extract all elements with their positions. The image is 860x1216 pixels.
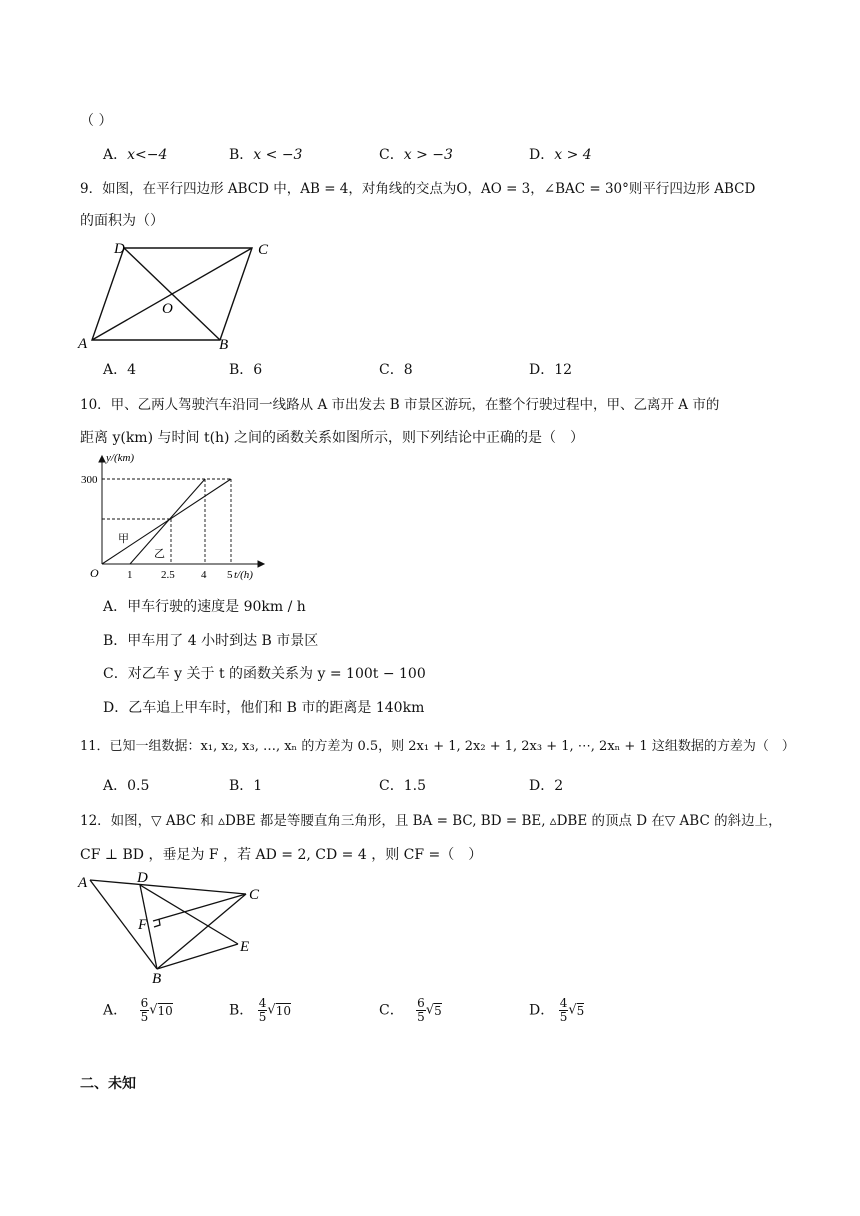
option-text: 12: [554, 362, 573, 378]
series-jia-line: [102, 479, 231, 564]
q11-option-c[interactable]: [379, 777, 426, 795]
option-label: D．: [103, 700, 129, 716]
option-text: 6: [253, 362, 263, 378]
option-text: 1: [253, 778, 263, 794]
option-label: A．: [103, 778, 128, 794]
label-o: O: [162, 301, 173, 317]
label-f: F: [138, 917, 148, 933]
ytick-300: 300: [81, 474, 98, 486]
x-axis-label: t/(h): [234, 569, 253, 581]
radical-sign-icon: √: [568, 1002, 577, 1018]
radicand: 10: [275, 1003, 291, 1018]
q9-stem-line1: 9．如图，在平行四边形 ABCD 中，AB = 4，对角线的交点为O，AO = 3，∠BAC = 30°则平行四边形 ABCD: [80, 181, 756, 197]
q10-option-c[interactable]: [103, 665, 426, 683]
option-label: B．: [229, 147, 254, 163]
section-title: 二、未知: [80, 1076, 136, 1092]
label-a: A: [78, 875, 88, 891]
fraction-den: 5: [559, 1010, 568, 1024]
q9-option-c[interactable]: [379, 361, 413, 379]
option-text: 8: [403, 362, 413, 378]
q9-option-d[interactable]: [529, 361, 572, 379]
label-c: C: [249, 887, 260, 903]
q10-option-a[interactable]: [103, 598, 306, 616]
label-b: B: [152, 971, 162, 986]
radicand: 5: [576, 1003, 585, 1018]
q9-option-b[interactable]: [229, 361, 262, 379]
option-text: x < −3: [253, 147, 303, 163]
q10-stem-line2: 距离 y(km) 与时间 t(h) 之间的函数关系如图所示，则下列结论中正确的是（ ）: [80, 430, 584, 446]
radical-sign-icon: √: [149, 1002, 158, 1018]
label-c: C: [258, 242, 269, 258]
series-jia-label: 甲: [118, 533, 129, 545]
q9-stem-line2: 的面积为（）: [80, 213, 164, 229]
fraction-den: 5: [140, 1010, 149, 1024]
option-label: B．: [229, 362, 254, 378]
label-d: D: [137, 870, 148, 886]
xtick-1: 1: [127, 569, 133, 581]
xtick-2-5: 2.5: [161, 569, 175, 581]
q9-option-a[interactable]: [103, 361, 136, 379]
q10-graph-figure: [76, 450, 276, 586]
option-text: 对乙车 y 关于 t 的函数关系为 y = 100t − 100: [127, 666, 426, 682]
series-yi-line: [130, 479, 205, 564]
diagonal-bd: [124, 248, 220, 340]
q12-triangles-figure: [74, 866, 274, 986]
label-d: D: [114, 241, 125, 257]
option-label: B．: [229, 1002, 254, 1019]
origin-label: O: [90, 566, 99, 580]
q8-option-b[interactable]: [229, 146, 302, 164]
q12-option-c[interactable]: [379, 997, 442, 1024]
option-label: C．: [103, 666, 128, 682]
q11-stem: 11．已知一组数据：x₁, x₂, x₃, …, xₙ 的方差为 0.5，则 2x₁ + 1, 2x₂ + 1, 2x₃ + 1, ⋯, 2xₙ + 1 这组数据的方差为（ ）: [80, 739, 795, 754]
q12-stem-line1: 12．如图，▽ ABC 和 ▵DBE 都是等腰直角三角形，且 BA = BC, BD = BE, ▵DBE 的顶点 D 在▽ ABC 的斜边上，: [80, 813, 782, 829]
segment-de: [140, 885, 238, 944]
series-yi-label: 乙: [154, 548, 165, 560]
option-label: C．: [379, 147, 404, 163]
option-label: D．: [529, 1002, 555, 1019]
fraction: [258, 997, 268, 1024]
q10-option-b[interactable]: [103, 632, 318, 650]
q10-option-d[interactable]: [103, 699, 424, 717]
option-text: 0.5: [127, 778, 150, 794]
option-text: 乙车追上甲车时，他们和 B 市的距离是 140km: [128, 700, 425, 716]
option-text: x<−4: [127, 147, 168, 163]
option-label: C．: [379, 778, 404, 794]
q11-option-d[interactable]: [529, 777, 563, 795]
q8-option-d[interactable]: [529, 146, 592, 164]
label-b: B: [219, 337, 229, 352]
option-label: B．: [229, 778, 254, 794]
q8-option-a[interactable]: [103, 146, 167, 164]
radicand: 10: [157, 1003, 173, 1018]
segment-ac: [90, 880, 246, 894]
y-arrow: [99, 456, 105, 462]
option-text: x > −3: [403, 147, 453, 163]
radical-sign-icon: √: [267, 1002, 276, 1018]
xtick-5: 5: [227, 569, 233, 581]
q8-paren: （ ）: [80, 113, 113, 129]
q10-stem-line1: 10．甲、乙两人驾驶汽车沿同一线路从 A 市出发去 B 市景区游玩，在整个行驶过程中，甲、乙离开 A 市的: [80, 397, 720, 413]
option-text: x > 4: [554, 147, 592, 163]
option-label: D．: [529, 778, 555, 794]
option-text: 甲车行驶的速度是 90km / h: [127, 599, 306, 615]
fraction-num: 4: [559, 996, 568, 1010]
fraction-num: 6: [417, 996, 425, 1010]
q9-parallelogram-figure: [76, 236, 286, 352]
option-label: A．: [103, 147, 128, 163]
option-text: 甲车用了 4 小时到达 B 市景区: [127, 633, 319, 649]
fraction-den: 5: [417, 1010, 425, 1024]
option-label: A．: [103, 1002, 128, 1019]
option-label: B．: [103, 633, 128, 649]
q12-option-b[interactable]: [229, 997, 291, 1024]
q12-stem-line2: CF ⊥ BD ，垂足为 F ，若 AD = 2, CD = 4 ，则 CF =（ ）: [80, 847, 483, 863]
fraction: [140, 997, 150, 1024]
y-axis-label: y/(km): [106, 452, 135, 464]
fraction-num: 6: [140, 996, 149, 1010]
xtick-4: 4: [201, 569, 207, 581]
segment-be: [157, 944, 238, 969]
option-label: C．: [379, 362, 404, 378]
option-label: D．: [529, 147, 555, 163]
q11-option-b[interactable]: [229, 777, 262, 795]
x-arrow: [258, 561, 264, 567]
option-label: A．: [103, 362, 128, 378]
radical-sign-icon: √: [425, 1002, 435, 1018]
option-label: C．: [379, 1002, 404, 1019]
fraction: [559, 997, 569, 1024]
option-label: D．: [529, 362, 555, 378]
radicand: 5: [434, 1003, 442, 1018]
fraction: [416, 997, 426, 1024]
q12-option-a[interactable]: [103, 997, 173, 1024]
segment-bc: [157, 894, 246, 969]
q12-option-d[interactable]: [529, 997, 584, 1024]
option-text: 2: [554, 778, 564, 794]
segment-cf: [153, 894, 246, 921]
option-text: 4: [127, 362, 137, 378]
option-text: 1.5: [403, 778, 426, 794]
option-label: A．: [103, 599, 128, 615]
q8-option-c[interactable]: [379, 146, 453, 164]
label-e: E: [240, 939, 250, 955]
fraction-num: 4: [258, 996, 267, 1010]
label-a: A: [78, 336, 88, 352]
q11-option-a[interactable]: [103, 777, 149, 795]
fraction-den: 5: [258, 1010, 267, 1024]
